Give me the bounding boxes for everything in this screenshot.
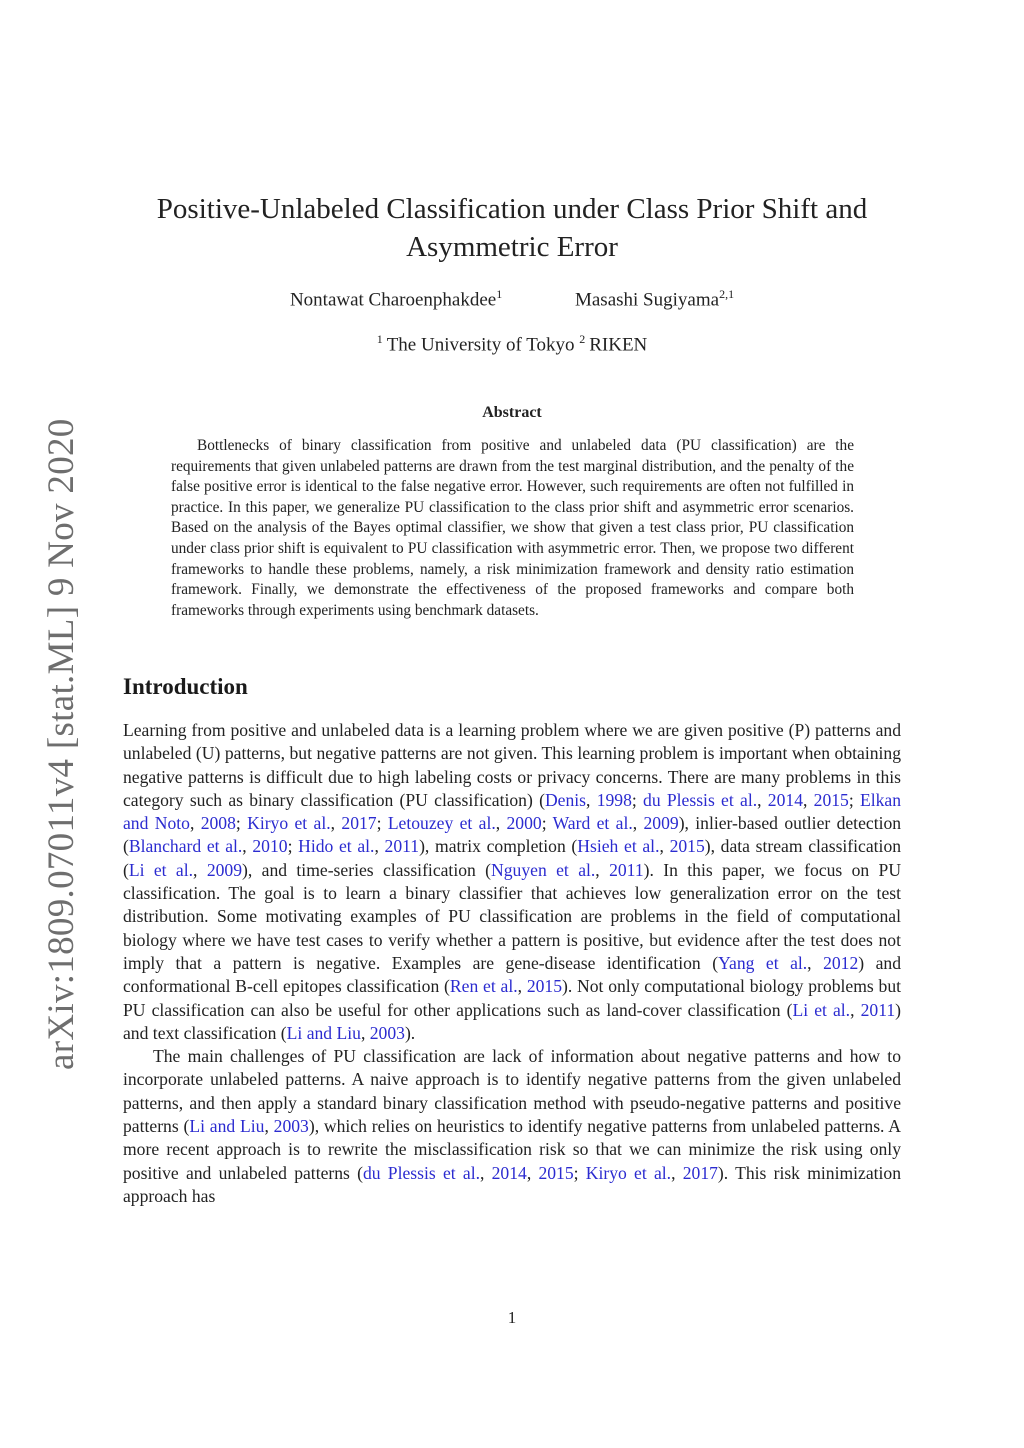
affiliations <box>120 332 904 356</box>
citation-link[interactable]: Elkan and Noto <box>123 789 902 834</box>
citation-link[interactable]: Ward et al. <box>552 813 633 834</box>
citation-link[interactable]: Nguyen et al. <box>491 859 596 880</box>
citation-link[interactable]: 2009 <box>206 859 243 880</box>
author-affiliation-mark: 1 <box>496 287 503 301</box>
citation-link[interactable]: 2009 <box>643 813 679 834</box>
author-list <box>120 287 904 311</box>
author-name: Masashi Sugiyama <box>574 289 720 311</box>
citation-link[interactable]: Hsieh et al. <box>577 836 660 857</box>
affiliation-mark: 2 <box>579 332 586 346</box>
citation-link[interactable]: Yang et al. <box>718 952 808 973</box>
citation-link[interactable]: 2003 <box>273 1116 309 1137</box>
citation-link[interactable]: 2011 <box>860 999 896 1020</box>
affiliation-mark: 1 <box>376 332 383 346</box>
citation-link[interactable]: 2010 <box>252 836 288 857</box>
author-affiliation-mark: 2,1 <box>719 287 735 301</box>
citation-link[interactable]: du Plessis et al. <box>643 789 758 810</box>
affiliation-name: RIKEN <box>589 334 648 356</box>
citation-link[interactable]: Li et al. <box>128 859 194 880</box>
author-name: Nontawat Charoenphakdee <box>289 289 497 311</box>
arxiv-identifier-stamp: arXiv:1809.07011v4 [stat.ML] 9 Nov 2020 <box>41 418 82 1070</box>
citation-link[interactable]: du Plessis et al. <box>362 1162 480 1183</box>
citation-link[interactable]: Blanchard et al. <box>128 836 243 857</box>
citation-link[interactable]: Li and Liu <box>286 1022 361 1043</box>
citation-link[interactable]: Hido et al. <box>298 836 375 857</box>
section-title-introduction: Introduction <box>123 674 248 699</box>
citation-link[interactable]: 2015 <box>538 1162 574 1183</box>
citation-link[interactable]: 2014 <box>491 1162 527 1183</box>
citation-link[interactable]: 2014 <box>767 789 803 810</box>
citation-link[interactable]: 2011 <box>609 859 644 880</box>
citation-link[interactable]: 2003 <box>369 1022 405 1043</box>
title-line-1: Positive-Unlabeled Classification under Class Prior Shift and <box>156 193 868 225</box>
citation-link[interactable]: Kiryo et al. <box>247 813 331 834</box>
citation-link[interactable]: Kiryo et al. <box>585 1162 672 1183</box>
abstract-text: Bottlenecks of binary classification from positive and unlabeled data (PU classification) are the requirements that given unlabeled patterns are drawn from the test marginal distribution, and the penalty of the false positive error is identical to the false negative error. However, such requirements are often not fulfilled in practice. In this paper, we generalize PU classification to the class prior shift and asymmetric error scenarios. Based on the analysis of the Bayes optimal classifier, we show that given a test class prior, PU classification under class prior shift is equivalent to PU classification with asymmetric error. Then, we propose two different frameworks to handle these problems, namely, a risk minimization framework and density ratio estimation framework. Finally, we demonstrate the effectiveness of the proposed frameworks and compare both frameworks through experiments using benchmark datasets. <box>171 437 854 619</box>
citation-link[interactable]: 2015 <box>526 976 562 997</box>
citation-link[interactable]: 2017 <box>682 1162 718 1183</box>
paper-title <box>120 190 904 266</box>
page-number: 1 <box>507 1308 517 1327</box>
author-1 <box>290 287 502 311</box>
citation-link[interactable]: 2015 <box>813 789 849 810</box>
citation-link[interactable]: Li et al. <box>792 999 851 1020</box>
citation-link[interactable]: 2000 <box>506 813 542 834</box>
author-2 <box>575 287 734 311</box>
citation-link[interactable]: 2008 <box>200 813 236 834</box>
citation-link[interactable]: Letouzey et al. <box>387 813 496 834</box>
citation-link[interactable]: Ren et al. <box>449 976 518 997</box>
paragraph: The main challenges of PU classification are lack of information about negative patterns and how to incorporate unlabeled patterns. A naive approach is to identify negative patterns from the given unlabeled patterns, and then apply a standard binary classification method with pseudo-negative patterns and positive patterns (Li and Liu, 2003), which relies on heuristics to identify negative patterns from unlabeled patterns. A more recent approach is to rewrite the misclassification risk so that we can minimize the risk using only positive and unlabeled patterns (du Plessis et al., 2014, 2015; Kiryo et al., 2017). This risk minimization approach has <box>123 1046 902 1206</box>
citation-link[interactable]: 2012 <box>823 952 859 973</box>
citation-link[interactable]: Li and Liu <box>189 1116 265 1137</box>
citation-link[interactable]: 2017 <box>341 813 377 834</box>
paragraph: Learning from positive and unlabeled data is a learning problem where we are given positive (P) patterns and unlabeled (U) patterns, but negative patterns are not given. This learning problem is important when obtaining negative patterns is difficult due to high labeling costs or privacy concerns. There are many problems in this category such as binary classification (PU classification) (Denis, 1998; du Plessis et al., 2014, 2015; Elkan and Noto, 2008; Kiryo et al., 2017; Letouzey et al., 2000; Ward et al., 2009), inlier-based outlier detection (Blanchard et al., 2010; Hido et al., 2011), matrix completion (Hsieh et al., 2015), data stream classification (Li et al., 2009), and time-series classification (Nguyen et al., 2011). In this paper, we focus on PU classification. The goal is to learn a binary classifier that achieves low generalization error on the test distribution. Some motivating examples of PU classification are problems in the field of computational biology where we have test cases to verify whether a pattern is positive, but evidence after the test does not imply that a pattern is negative. Examples are gene-disease identification (Yang et al., 2012) and conformational B-cell epitopes classification (Ren et al., 2015). Not only computational biology problems but PU classification can also be useful for other applications such as land-cover classification (Li et al., 2011) and text classification (Li and Liu, 2003). <box>123 720 902 1043</box>
citation-link[interactable]: Denis <box>544 789 587 810</box>
introduction-body <box>123 719 901 1208</box>
citation-link[interactable]: 2011 <box>384 836 420 857</box>
citation-link[interactable]: 2015 <box>669 836 705 857</box>
abstract-heading: Abstract <box>482 404 542 421</box>
affiliation-name: The University of Tokyo <box>386 334 575 356</box>
title-line-2: Asymmetric Error <box>406 231 618 263</box>
citation-link[interactable]: 1998 <box>596 789 632 810</box>
